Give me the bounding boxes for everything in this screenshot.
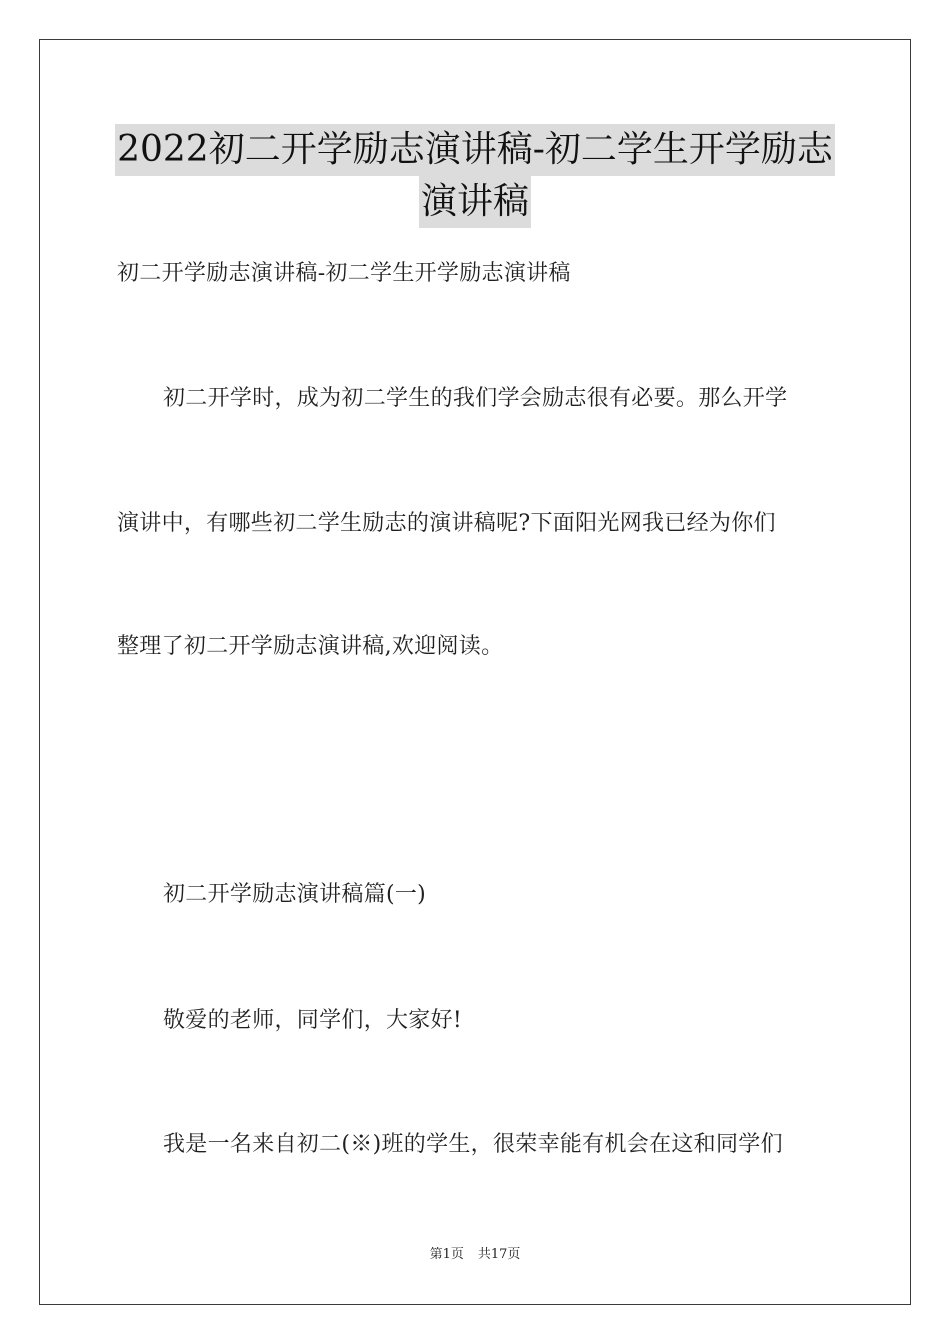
page-total-label: 共17页: [477, 1247, 521, 1262]
title-line-1: 2022初二开学励志演讲稿-初二学生开学励志: [115, 124, 835, 176]
page-number-label: 第1页: [429, 1247, 464, 1262]
document-title: [0, 124, 950, 228]
title-line-2: 演讲稿: [419, 176, 531, 228]
section-heading: 初二开学励志演讲稿篇(一): [163, 882, 427, 907]
page-border: [39, 39, 911, 1305]
document-subtitle: 初二开学励志演讲稿-初二学生开学励志演讲稿: [117, 261, 571, 286]
intro-line-1: 初二开学时，成为初二学生的我们学会励志很有必要。那么开学: [163, 386, 788, 411]
intro-line-3: 整理了初二开学励志演讲稿,欢迎阅读。: [117, 634, 504, 659]
page-footer: [0, 1246, 950, 1264]
greeting-line: 敬爱的老师，同学们，大家好!: [163, 1008, 463, 1033]
intro-line-2: 演讲中，有哪些初二学生励志的演讲稿呢?下面阳光网我已经为你们: [117, 511, 776, 536]
body-line-1: 我是一名来自初二(※)班的学生，很荣幸能有机会在这和同学们: [163, 1132, 783, 1157]
